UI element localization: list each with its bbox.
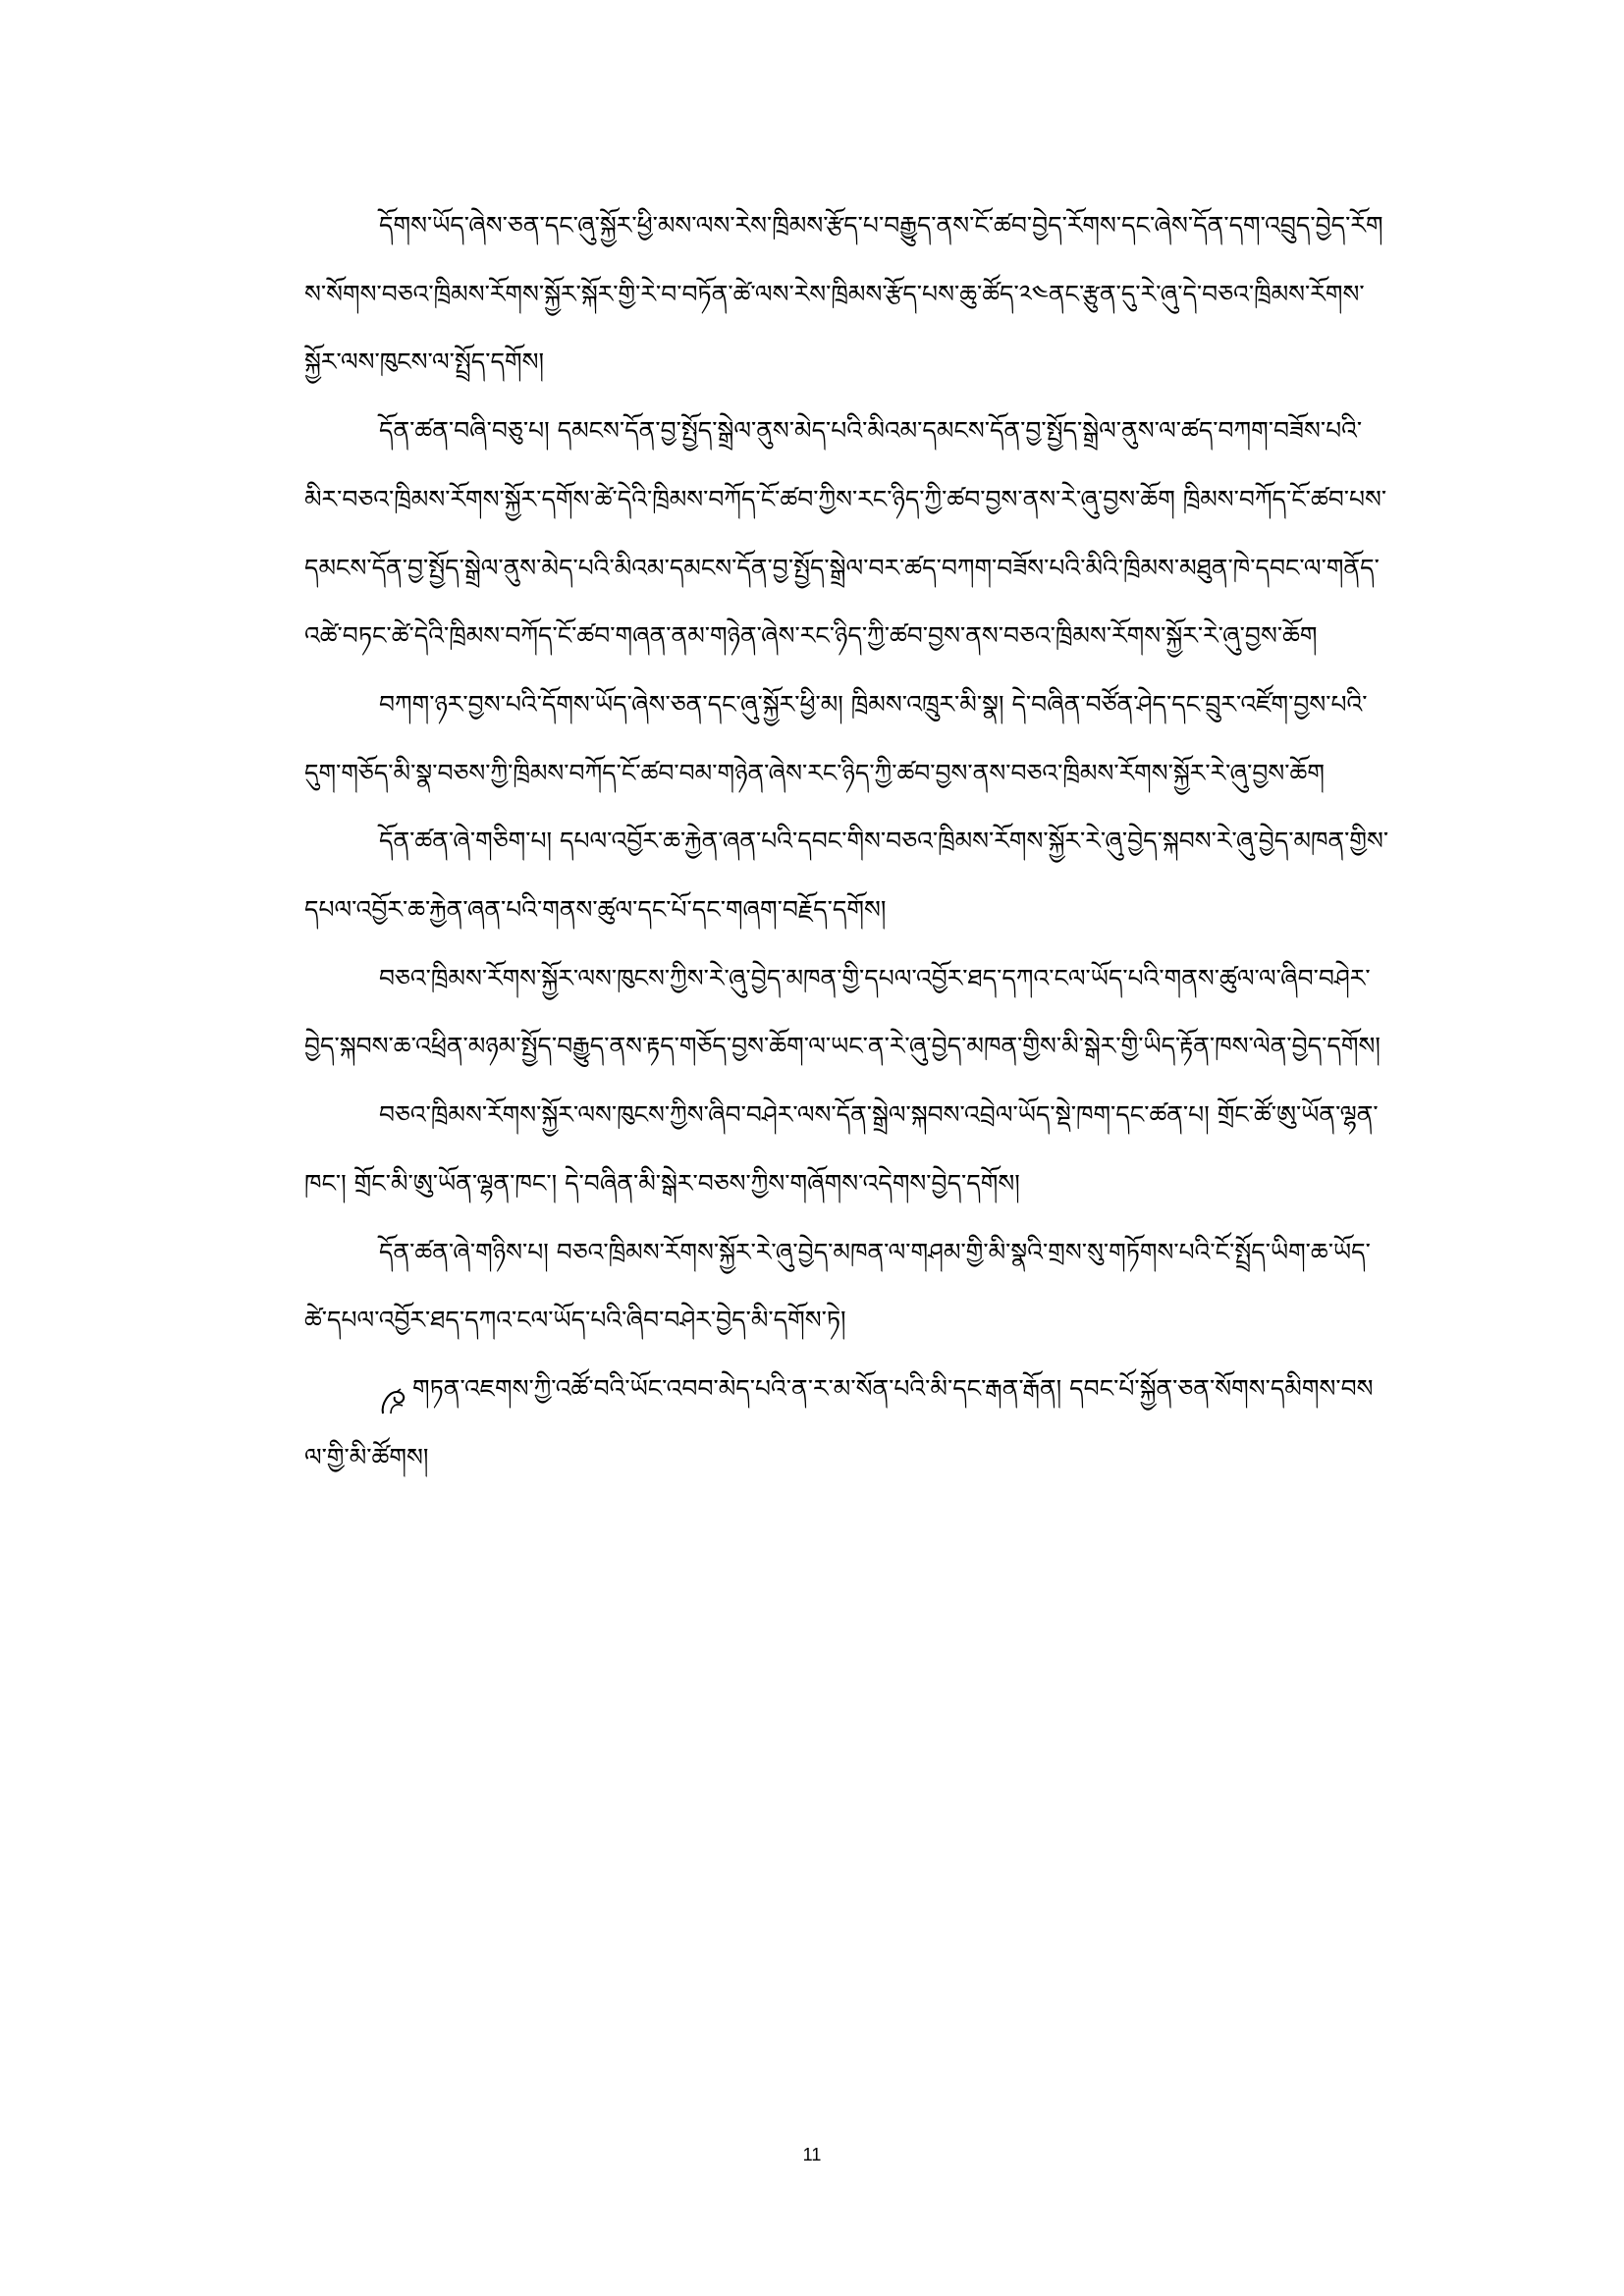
paragraph-3 xyxy=(304,670,1389,807)
paragraph-4 xyxy=(304,807,1389,943)
page-number: 11 xyxy=(802,2145,822,2164)
paragraph-text: དོན་ཚན་བཞི་བཅུ་པ། དམངས་དོན་བྱ་སྤྱོད་སྒྲེལ་ནུས་མེད་པའི་མིའམ་དམངས་དོན་བྱ་སྤྱོད་སྒྲེལ་ནུས་ལ་ཚད་བཀག་བཟོས་པའི་མིར་བཅའ་ཁྲིམས་རོགས་སྐྱོར་དགོས་ཚེ་དེའི་ཁྲིམས་བཀོད་ངོ་ཚབ་ཀྱིས་རང་ཉིད་ཀྱི་ཚབ་བྱས་ནས་རེ་ཞུ་བྱས་ཆོག ཁྲིམས་བཀོད་ངོ་ཚབ་པས་དམངས་དོན་བྱ་སྤྱོད་སྒྲེལ་ནུས་མེད་པའི་མིའམ་དམངས་དོན་བྱ་སྤྱོད་སྒྲེལ་བར་ཚད་བཀག་བཟོས་པའི་མིའི་ཁྲིམས་མཐུན་ཁེ་དབང་ལ་གནོད་འཚེ་བཏང་ཚེ་དེའི་ཁྲིམས་བཀོད་ངོ་ཚབ་གཞན་ནམ་གཉེན་ཞེས་རང་ཉིད་ཀྱི་ཚབ་བྱས་ནས་བཅའ་ཁྲིམས་རོགས་སྐྱོར་རེ་ཞུ་བྱས་ཆོག xyxy=(304,416,1387,651)
paragraph-2 xyxy=(304,397,1389,670)
paragraph-text: དོན་ཚན་ཞེ་གཅིག་པ། དཔལ་འབྱོར་ཆ་རྐྱེན་ཞན་པའི་དབང་གིས་བཅའ་ཁྲིམས་རོགས་སྐྱོར་རེ་ཞུ་བྱེད་སྐབས་རེ་ཞུ་བྱེད་མཁན་གྱིས་དཔལ་འབྱོར་ཆ་རྐྱེན་ཞན་པའི་གནས་ཚུལ་དང་པོ་དང་གཞག་བརྗོད་དགོས། xyxy=(304,827,1389,925)
paragraph-1 xyxy=(304,191,1389,397)
body-text xyxy=(304,191,1389,1491)
paragraph-8 xyxy=(304,1355,1389,1491)
paragraph-6 xyxy=(304,1081,1389,1217)
paragraph-text: དོན་ཚན་ཞེ་གཉིས་པ། བཅའ་ཁྲིམས་རོགས་སྐྱོར་རེ་ཞུ་བྱེད་མཁན་ལ་གཤམ་གྱི་མི་སྣའི་གྲས་སུ་གཏོགས་པའི་ངོ་སྤྲོད་ཡིག་ཆ་ཡོད་ཚེ་དཔལ་འབྱོར་ཐད་དཀའ་ངལ་ཡོད་པའི་ཞིབ་བཤེར་བྱེད་མི་དགོས་ཏེ། xyxy=(304,1237,1371,1335)
yig-mgo-ornament-icon xyxy=(379,1375,408,1405)
paragraph-5 xyxy=(304,944,1389,1081)
paragraph-text: གཏན་འཇགས་ཀྱི་འཚོ་བའི་ཡོང་འབབ་མེད་པའི་ན་ར་མ་སོན་པའི་མི་དང་རྒན་རྒོན། དབང་པོ་སྐྱོན་ཅན་སོགས་དམིགས་བསལ་གྱི་མི་ཚོགས། xyxy=(304,1373,1374,1471)
paragraph-text: བཅའ་ཁྲིམས་རོགས་སྐྱོར་ལས་ཁུངས་ཀྱིས་རེ་ཞུ་བྱེད་མཁན་གྱི་དཔལ་འབྱོར་ཐད་དཀའ་ངལ་ཡོད་པའི་གནས་ཚུལ་ལ་ཞིབ་བཤེར་བྱེད་སྐབས་ཆ་འཕྲིན་མཉམ་སྤྱོད་བརྒྱུད་ནས་རྟད་གཅོད་བྱས་ཆོག་ལ་ཡང་ན་རེ་ཞུ་བྱེད་མཁན་གྱིས་མི་སྒེར་གྱི་ཡིད་རྟོན་ཁས་ལེན་བྱེད་དགོས། xyxy=(304,963,1380,1061)
paragraph-text: བཅའ་ཁྲིམས་རོགས་སྐྱོར་ལས་ཁུངས་ཀྱིས་ཞིབ་བཤེར་ལས་དོན་སྒྲེལ་སྐབས་འབྲེལ་ཡོད་སྡེ་ཁག་དང་ཚན་པ། གྲོང་ཚོ་ཨུ་ཡོན་ལྷན་ཁང་། གྲོང་མི་ཨུ་ཡོན་ལྷན་ཁང་། དེ་བཞིན་མི་སྒེར་བཅས་ཀྱིས་གཞོགས་འདེགས་བྱེད་དགོས། xyxy=(304,1100,1379,1198)
paragraph-text: བཀག་ཉར་བྱས་པའི་དོགས་ཡོད་ཞེས་ཅན་དང་ཞུ་སྐྱོར་ཕྱི་མ། ཁྲིམས་འཁྲུར་མི་སྣ། དེ་བཞིན་བཙོན་ཤེད་དང་བྲུར་འཛོག་བྱས་པའི་དུག་གཅོད་མི་སྣ་བཅས་ཀྱི་ཁྲིམས་བཀོད་ངོ་ཚབ་བམ་གཉེན་ཞེས་རང་ཉིད་ཀྱི་ཚབ་བྱས་ནས་བཅའ་ཁྲིམས་རོགས་སྐྱོར་རེ་ཞུ་བྱས་ཆོག xyxy=(304,689,1368,787)
paragraph-7 xyxy=(304,1218,1389,1355)
paragraph-text: དོགས་ཡོད་ཞེས་ཅན་དང་ཞུ་སྐྱོར་ཕྱི་མས་ལས་རེས་ཁྲིམས་རྩོད་པ་བརྒྱུད་ནས་ངོ་ཚབ་བྱེད་རོགས་དང་ཞེས་དོན་དག་འབྲུད་བྱེད་རོགས་སོགས་བཅའ་ཁྲིམས་རོགས་སྐྱོར་སྐོར་གྱི་རེ་བ་བཏོན་ཚེ་ལས་རེས་ཁྲིམས་རྩོད་པས་ཆུ་ཚོད་༢༤ནང་རྩུན་དུ་རེ་ཞུ་དེ་བཅའ་ཁྲིམས་རོགས་སྐྱོར་ལས་ཁུངས་ལ་སྤྲོད་དགོས། xyxy=(304,211,1383,377)
